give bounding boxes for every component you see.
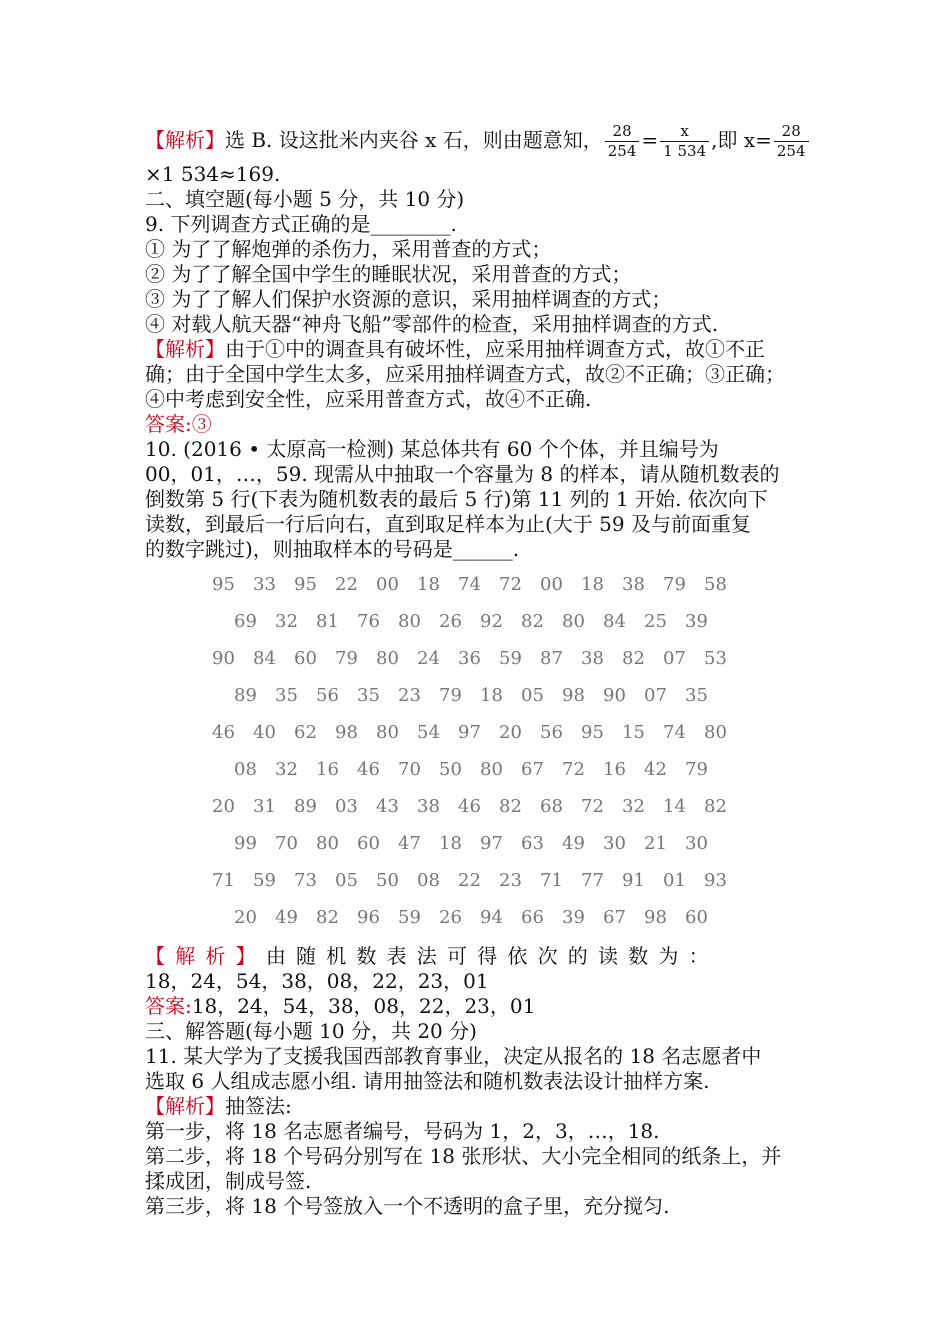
table-cell: 79 [439, 685, 462, 706]
analysis-tag: 【解析】 [145, 944, 266, 968]
table-cell: 60 [294, 648, 317, 669]
table-cell: 56 [316, 685, 339, 706]
table-cell: 79 [685, 759, 708, 780]
option-item: ① 为了了解炮弹的杀伤力，采用普查的方式； [145, 237, 552, 261]
analysis-tag: 【解析】 [145, 337, 225, 361]
table-cell: 89 [294, 796, 317, 817]
fraction: $\frac{x}{1 534}$ [660, 123, 709, 160]
table-cell: 59 [398, 907, 421, 928]
table-cell: 66 [521, 907, 544, 928]
table-cell: 21 [644, 833, 667, 854]
analysis-tag: 【解析】 [145, 128, 225, 152]
table-cell: 80 [316, 833, 339, 854]
table-cell: 97 [480, 833, 503, 854]
table-cell: 22 [335, 574, 358, 595]
table-cell: 72 [562, 759, 585, 780]
table-cell: 20 [234, 907, 257, 928]
table-row [145, 862, 815, 899]
table-cell: 76 [357, 611, 380, 632]
table-cell: 67 [521, 759, 544, 780]
step-line: 第一步，将 18 名志愿者编号，号码为 1，2，3，…，18. [145, 1119, 660, 1143]
option-item: ③ 为了了解人们保护水资源的意识，采用抽样调查的方式； [145, 287, 672, 311]
table-cell: 32 [622, 796, 645, 817]
table-cell: 54 [417, 722, 440, 743]
table-cell: 15 [622, 722, 645, 743]
table-cell: 68 [540, 796, 563, 817]
table-cell: 84 [603, 611, 626, 632]
table-cell: 24 [417, 648, 440, 669]
table-cell: 82 [316, 907, 339, 928]
table-cell: 03 [335, 796, 358, 817]
step-line: 揉成团，制成号签. [145, 1169, 312, 1193]
step-line: 第三步，将 18 个号签放入一个不透明的盒子里，充分搅匀. [145, 1194, 670, 1218]
table-cell: 18 [439, 833, 462, 854]
question-11-line: 11. 某大学为了支援我国西部教育事业，决定从报名的 18 名志愿者中 [145, 1044, 762, 1068]
table-cell: 36 [458, 648, 481, 669]
section-heading-2: 二、填空题(每小题 5 分，共 10 分) [145, 187, 465, 211]
table-cell: 22 [458, 870, 481, 891]
table-cell: 82 [622, 648, 645, 669]
table-cell: 56 [540, 722, 563, 743]
table-cell: 32 [275, 759, 298, 780]
answer-9: 答案:③ [145, 412, 212, 436]
table-row [145, 788, 815, 825]
table-cell: 30 [603, 833, 626, 854]
table-cell: 59 [253, 870, 276, 891]
table-cell: 80 [480, 759, 503, 780]
table-cell: 60 [357, 833, 380, 854]
table-cell: 60 [685, 907, 708, 928]
table-cell: 96 [357, 907, 380, 928]
step-line: 第二步，将 18 个号码分别写在 18 张形状、大小完全相同的纸条上，并 [145, 1144, 782, 1168]
table-cell: 07 [663, 648, 686, 669]
solution-text: 选 B. 设这批米内夹谷 x 石，则由题意知， [225, 128, 603, 152]
table-cell: 94 [480, 907, 503, 928]
table-cell: 08 [234, 759, 257, 780]
table-cell: 47 [398, 833, 421, 854]
table-cell: 00 [376, 574, 399, 595]
table-cell: 25 [644, 611, 667, 632]
table-cell: 70 [275, 833, 298, 854]
table-cell: 71 [212, 870, 235, 891]
table-cell: 42 [644, 759, 667, 780]
table-cell: 33 [253, 574, 276, 595]
table-cell: 98 [644, 907, 667, 928]
table-cell: 98 [335, 722, 358, 743]
table-cell: 07 [644, 685, 667, 706]
analysis-tag: 【解析】 [145, 1094, 225, 1118]
table-cell: 38 [622, 574, 645, 595]
table-row [145, 603, 815, 640]
table-cell: 23 [499, 870, 522, 891]
table-cell: 16 [603, 759, 626, 780]
table-cell: 38 [581, 648, 604, 669]
table-cell: 98 [562, 685, 585, 706]
table-cell: 77 [581, 870, 604, 891]
question-9-stem: 9. 下列调查方式正确的是________. [145, 212, 457, 236]
table-cell: 80 [562, 611, 585, 632]
table-cell: 82 [499, 796, 522, 817]
table-cell: 73 [294, 870, 317, 891]
table-cell: 80 [376, 722, 399, 743]
table-cell: 82 [704, 796, 727, 817]
analysis-11: 【解析】抽签法: [145, 1094, 292, 1118]
table-cell: 39 [562, 907, 585, 928]
table-cell: 81 [316, 611, 339, 632]
table-cell: 82 [521, 611, 544, 632]
table-cell: 35 [685, 685, 708, 706]
table-cell: 58 [704, 574, 727, 595]
document-page [145, 118, 815, 1219]
solution-8: 【解析】选 B. 设这批米内夹谷 x 石，则由题意知， $\frac{28}{254}$ = $\frac{x}{1 534}$ ,即 x= $\frac{28}{254}$ [145, 118, 815, 162]
option-item: ④ 对载人航天器“神舟飞船”零部件的检查，采用抽样调查的方式. [145, 312, 719, 336]
table-cell: 91 [622, 870, 645, 891]
table-cell: 49 [275, 907, 298, 928]
table-cell: 74 [663, 722, 686, 743]
answer-10: 答案:18，24，54，38，08，22，23，01 [145, 994, 536, 1018]
question-11-line: 选取 6 人组成志愿小组. 请用抽签法和随机数表法设计抽样方案. [145, 1069, 710, 1093]
random-number-table [145, 566, 815, 936]
table-cell: 18 [417, 574, 440, 595]
table-cell: 46 [357, 759, 380, 780]
table-cell: 01 [663, 870, 686, 891]
table-cell: 14 [663, 796, 686, 817]
table-row [145, 825, 815, 862]
question-10-line: 00，01，…，59. 现需从中抽取一个容量为 8 的样本，请从随机数表的 [145, 462, 780, 486]
table-cell: 46 [458, 796, 481, 817]
table-cell: 35 [275, 685, 298, 706]
table-cell: 18 [581, 574, 604, 595]
table-cell: 62 [294, 722, 317, 743]
table-cell: 80 [398, 611, 421, 632]
table-cell: 95 [294, 574, 317, 595]
table-cell: 84 [253, 648, 276, 669]
table-cell: 18 [480, 685, 503, 706]
table-cell: 70 [398, 759, 421, 780]
option-item: ② 为了了解全国中学生的睡眠状况，采用普查的方式； [145, 262, 632, 286]
table-cell: 31 [253, 796, 276, 817]
table-cell: 05 [335, 870, 358, 891]
table-cell: 26 [439, 611, 462, 632]
table-row [145, 899, 815, 936]
table-row [145, 677, 815, 714]
table-cell: 39 [685, 611, 708, 632]
table-cell: 72 [499, 574, 522, 595]
table-cell: 20 [499, 722, 522, 743]
table-cell: 16 [316, 759, 339, 780]
table-cell: 89 [234, 685, 257, 706]
table-row [145, 751, 815, 788]
table-cell: 05 [521, 685, 544, 706]
table-cell: 72 [581, 796, 604, 817]
table-cell: 87 [540, 648, 563, 669]
question-10-line: 倒数第 5 行(下表为随机数表的最后 5 行)第 11 列的 1 开始. 依次向下 [145, 487, 768, 511]
table-cell: 90 [212, 648, 235, 669]
table-row [145, 714, 815, 751]
fraction: $\frac{28}{254}$ [605, 123, 640, 160]
table-cell: 40 [253, 722, 276, 743]
table-cell: 32 [275, 611, 298, 632]
table-cell: 53 [704, 648, 727, 669]
table-cell: 38 [417, 796, 440, 817]
section-heading-3: 三、解答题(每小题 10 分，共 20 分) [145, 1019, 477, 1043]
table-cell: 50 [376, 870, 399, 891]
question-10-line: 读数，到最后一行后向右，直到取足样本为止(大于 59 及与前面重复 [145, 512, 751, 536]
table-cell: 43 [376, 796, 399, 817]
table-cell: 46 [212, 722, 235, 743]
table-cell: 49 [562, 833, 585, 854]
table-cell: 59 [499, 648, 522, 669]
table-cell: 80 [376, 648, 399, 669]
table-cell: 79 [663, 574, 686, 595]
table-cell: 08 [417, 870, 440, 891]
analysis-line: ④中考虑到安全性，应采用普查方式，故④不正确. [145, 387, 592, 411]
question-10-line: 10. (2016 • 太原高一检测) 某总体共有 60 个个体，并且编号为 [145, 437, 719, 461]
table-cell: 35 [357, 685, 380, 706]
table-cell: 95 [212, 574, 235, 595]
table-cell: 23 [398, 685, 421, 706]
table-cell: 69 [234, 611, 257, 632]
table-cell: 99 [234, 833, 257, 854]
table-row [145, 640, 815, 677]
table-cell: 71 [540, 870, 563, 891]
table-cell: 30 [685, 833, 708, 854]
fraction: $\frac{28}{254}$ [774, 123, 809, 160]
table-cell: 95 [581, 722, 604, 743]
analysis-line: 确；由于全国中学生太多，应采用抽样调查方式，故②不正确；③正确； [145, 362, 785, 386]
solution-8-result: ×1 534≈169. [145, 162, 281, 186]
table-row [145, 566, 815, 603]
analysis-10: 【解析】由随机数表法可得依次的读数为： [145, 944, 719, 968]
answer-tag: 答案: [145, 994, 192, 1018]
table-cell: 00 [540, 574, 563, 595]
table-cell: 63 [521, 833, 544, 854]
table-cell: 93 [704, 870, 727, 891]
table-cell: 67 [603, 907, 626, 928]
table-cell: 50 [439, 759, 462, 780]
table-cell: 20 [212, 796, 235, 817]
question-10-line: 的数字跳过)，则抽取样本的号码是______. [145, 537, 520, 561]
analysis-9: 【解析】由于①中的调查具有破坏性，应采用抽样调查方式，故①不正 [145, 337, 765, 361]
table-cell: 79 [335, 648, 358, 669]
table-cell: 74 [458, 574, 481, 595]
table-cell: 80 [704, 722, 727, 743]
table-cell: 26 [439, 907, 462, 928]
table-cell: 97 [458, 722, 481, 743]
table-cell: 92 [480, 611, 503, 632]
analysis-10-values: 18，24，54，38，08，22，23，01 [145, 969, 489, 993]
table-cell: 90 [603, 685, 626, 706]
